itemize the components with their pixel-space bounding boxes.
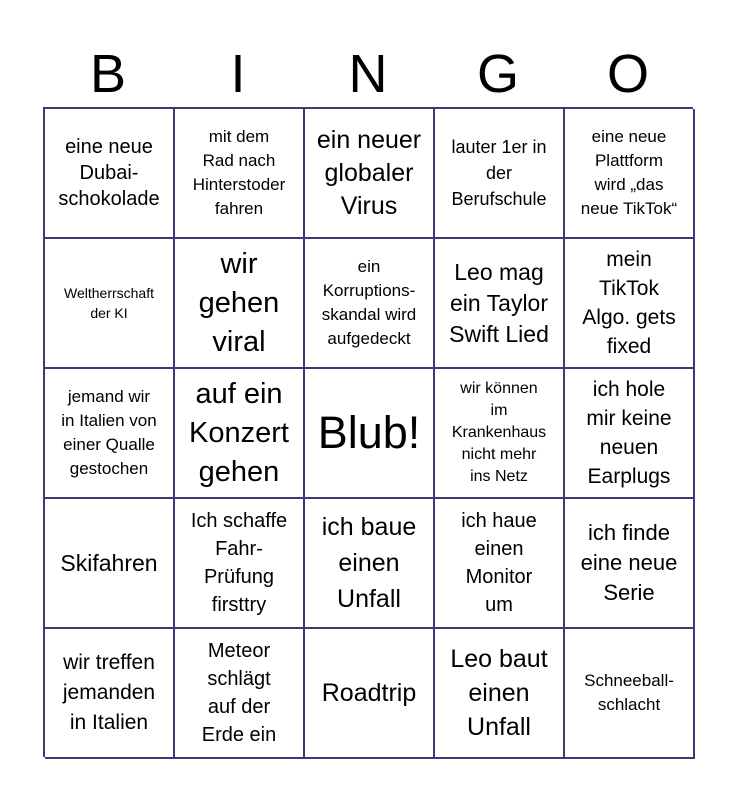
header-letter-g: G (476, 44, 519, 104)
bingo-cell[interactable] (435, 109, 565, 239)
cell-text: ich baue einen Unfall (321, 513, 417, 613)
bingo-cell[interactable] (435, 239, 565, 369)
cell-text: Leo baut einen Unfall (450, 645, 548, 741)
header-letter-o: O (606, 44, 649, 104)
bingo-cell[interactable] (305, 109, 435, 239)
bingo-cell[interactable] (305, 239, 435, 369)
cell-text: Weltherrschaft der KI (64, 285, 154, 321)
bingo-cell[interactable] (45, 499, 175, 629)
bingo-cell[interactable] (45, 109, 175, 239)
bingo-header (43, 42, 693, 106)
cell-text: wir können im Krankenhaus nicht mehr ins Netz (451, 380, 547, 485)
bingo-cell[interactable] (305, 629, 435, 759)
header-letter-b: B (89, 44, 127, 104)
bingo-cell[interactable] (175, 239, 305, 369)
bingo-cell[interactable] (175, 629, 305, 759)
cell-text: wir gehen viral (198, 247, 280, 358)
cell-text: Roadtrip (321, 679, 417, 707)
bingo-cell[interactable] (45, 629, 175, 759)
cell-text: ich finde eine neue Serie (580, 520, 678, 605)
bingo-cell[interactable] (565, 499, 695, 629)
bingo-cell[interactable] (305, 499, 435, 629)
bingo-grid (43, 107, 693, 757)
cell-text: auf ein Konzert gehen (189, 377, 289, 488)
bingo-cell[interactable] (175, 369, 305, 499)
cell-text: jemand wir in Italien von einer Qualle gestochen (61, 387, 157, 478)
header-letter-n: N (348, 44, 388, 104)
bingo-cell[interactable] (175, 499, 305, 629)
bingo-cell[interactable] (435, 629, 565, 759)
bingo-cell[interactable] (565, 109, 695, 239)
cell-text: ein neuer globaler Virus (316, 125, 422, 220)
bingo-cell[interactable] (435, 499, 565, 629)
bingo-cell[interactable] (45, 369, 175, 499)
cell-text: Ich schaffe Fahr- Prüfung firsttry (190, 510, 288, 616)
cell-text: mein TikTok Algo. gets fixed (582, 248, 676, 358)
cell-text: Blub! (317, 407, 421, 458)
cell-text: Leo mag ein Taylor Swift Lied (449, 258, 549, 347)
cell-text: eine neue Plattform wird „das neue TikTok“ (580, 127, 678, 218)
cell-text: eine neue Dubai- schokolade (58, 136, 160, 210)
cell-text: ich hole mir keine neuen Earplugs (586, 378, 672, 488)
bingo-cell[interactable] (565, 369, 695, 499)
bingo-cell[interactable] (175, 109, 305, 239)
cell-text: Skifahren (60, 550, 158, 576)
header-letter-i: I (230, 44, 246, 104)
cell-text: ich haue einen Monitor um (461, 510, 537, 616)
bingo-cell[interactable] (305, 369, 435, 499)
bingo-cell[interactable] (435, 369, 565, 499)
cell-text: wir treffen jemanden in Italien (62, 651, 156, 734)
cell-text: mit dem Rad nach Hinterstoder fahren (192, 127, 286, 218)
cell-text: ein Korruptions- skandal wird aufgedeckt (321, 257, 417, 348)
cell-text: Meteor schlägt auf der Erde ein (201, 640, 277, 746)
cell-text: lauter 1er in der Berufschule (451, 137, 547, 209)
cell-text: Schneeball- schlacht (584, 671, 674, 714)
bingo-cell[interactable] (565, 239, 695, 369)
bingo-cell[interactable] (565, 629, 695, 759)
bingo-cell[interactable] (45, 239, 175, 369)
